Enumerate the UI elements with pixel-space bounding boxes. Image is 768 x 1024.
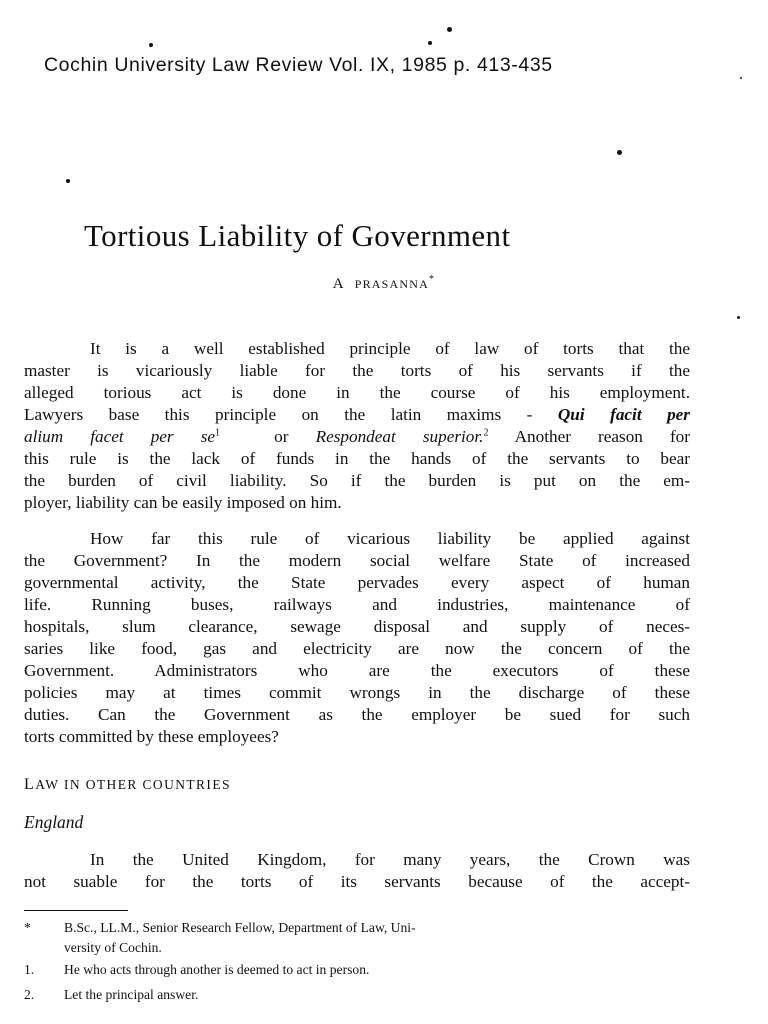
- text-line: saries like food, gas and electricity are now the concern of the: [24, 639, 690, 658]
- scan-speck: [447, 27, 452, 32]
- footnote-1: [24, 960, 690, 980]
- footnote-text: He who acts through another is deemed to act in person.: [64, 962, 370, 977]
- footnote-author: [24, 918, 690, 958]
- text-line: duties. Can the Government as the employer be sued for such: [24, 705, 690, 724]
- section-heading: [24, 776, 231, 794]
- author-footnote-mark: *: [429, 274, 436, 285]
- footnote-line: versity of Cochin.: [64, 940, 162, 955]
- text-line: [24, 404, 690, 426]
- text-line: this rule is the lack of funds in the hands of the servants to bear: [24, 449, 690, 468]
- text-line: the burden of civil liability. So if the burden is put on the em-: [24, 471, 690, 490]
- text-line: governmental activity, the State pervades every aspect of human: [24, 573, 690, 592]
- scan-speck: [66, 179, 70, 183]
- text-line: alleged torious act is done in the course of his employment.: [24, 383, 690, 402]
- text-line: life. Running buses, railways and industries, maintenance of: [24, 595, 690, 614]
- footnote-mark: 1.: [24, 962, 35, 977]
- text-segment: or: [274, 427, 289, 446]
- paragraph-2: [24, 528, 690, 748]
- scan-speck: [149, 43, 153, 47]
- footnote-2: [24, 985, 690, 1005]
- text-line: It is a well established principle of law of torts that the: [90, 339, 690, 358]
- footnote-ref-1: 1: [215, 427, 221, 439]
- section-heading-rest: AW IN OTHER COUNTRIES: [35, 777, 231, 792]
- text-line: torts committed by these employees?: [24, 727, 279, 746]
- footnote-mark: *: [24, 920, 31, 935]
- footnote-text: B.Sc., LL.M., Senior Research Fellow, Department of Law, Uni-: [64, 920, 416, 935]
- latin-maxim-cont: alium facet per se: [24, 427, 216, 446]
- footnote-rule: [24, 910, 128, 911]
- text-segment: Another reason for: [514, 427, 690, 446]
- text-line: the Government? In the modern social welfare State of increased: [24, 551, 690, 570]
- scan-speck: [428, 41, 432, 45]
- scan-speck: [740, 77, 742, 79]
- scan-speck: [737, 316, 740, 319]
- text-segment: Lawyers base this principle on the latin maxims -: [24, 405, 533, 424]
- author-surname: PRASANNA: [354, 277, 430, 291]
- paragraph-1: [24, 338, 690, 514]
- paragraph-3: [24, 849, 690, 893]
- author-initial: A: [332, 276, 345, 292]
- latin-maxim-2: Respondeat superior.: [315, 427, 484, 446]
- latin-maxim: Qui facit per: [557, 405, 690, 424]
- running-head: Cochin University Law Review Vol. IX, 1985 p. 413-435: [44, 54, 553, 76]
- text-line: How far this rule of vicarious liability be applied against: [90, 529, 690, 548]
- text-line: master is vicariously liable for the torts of his servants if the: [24, 361, 690, 380]
- text-line: policies may at times commit wrongs in the discharge of these: [24, 683, 690, 702]
- text-line: In the United Kingdom, for many years, the Crown was: [90, 850, 690, 869]
- text-line: not suable for the torts of its servants because of the accept-: [24, 872, 690, 891]
- footnote-line: [24, 918, 690, 938]
- article-title: Tortious Liability of Government: [84, 218, 511, 253]
- text-line: hospitals, slum clearance, sewage disposal and supply of neces-: [24, 617, 690, 636]
- author-line: [0, 276, 768, 293]
- text-line: [24, 426, 690, 448]
- footnote-mark: 2.: [24, 987, 35, 1002]
- subsection-heading: England: [24, 812, 84, 832]
- text-line: Government. Administrators who are the executors of these: [24, 661, 690, 680]
- footnote-text: Let the principal answer.: [64, 987, 199, 1002]
- text-line: ployer, liability can be easily imposed on him.: [24, 493, 342, 512]
- footnote-ref-2: 2: [483, 427, 489, 439]
- scan-speck: [617, 150, 622, 155]
- section-heading-initial: L: [24, 776, 36, 793]
